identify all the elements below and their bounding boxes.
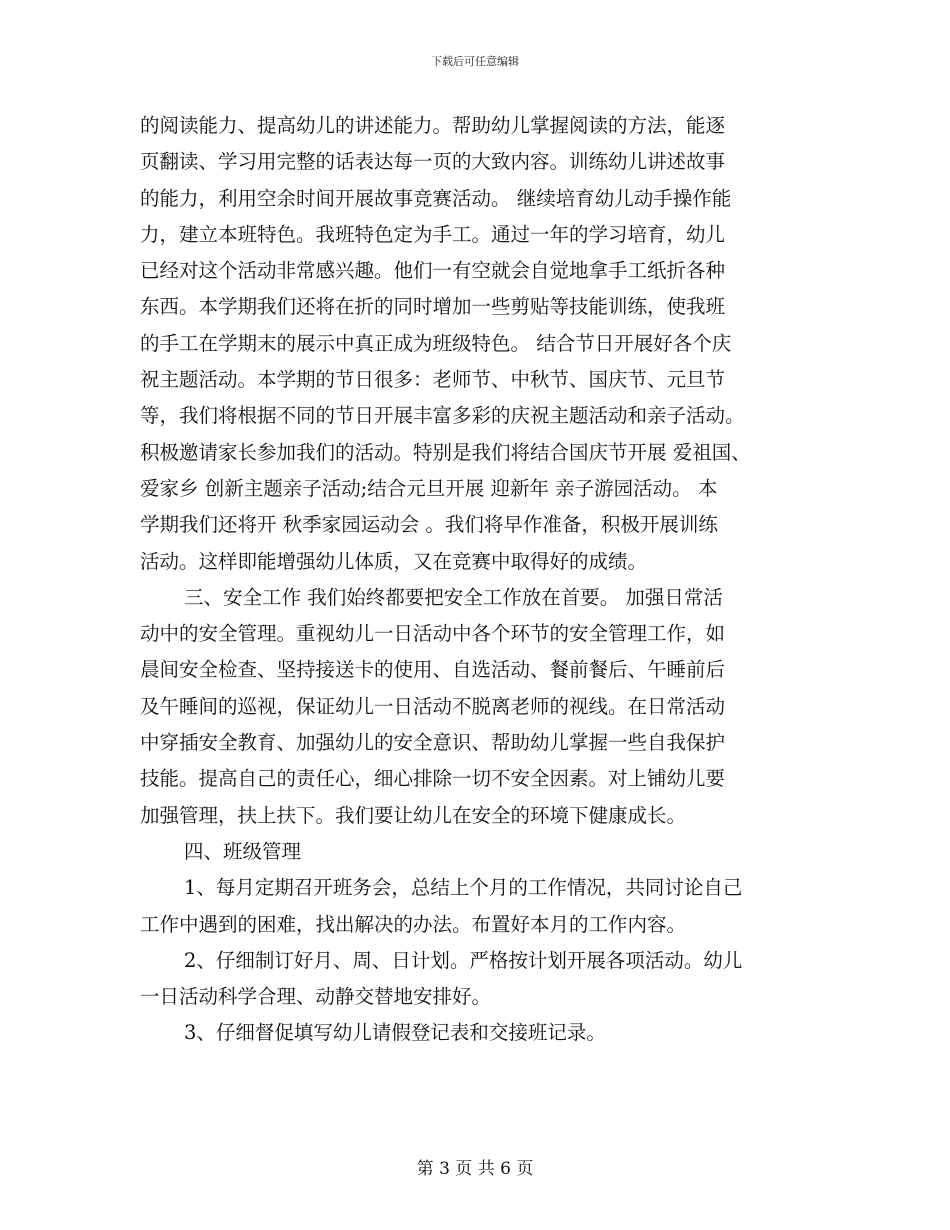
text-line: 一日活动科学合理、动静交替地安排好。 [140,985,492,1009]
page-footer: 第 3 页 共 6 页 [416,1159,534,1179]
text-line: 的手工在学期末的展示中真正成为班级特色。 结合节日开展好各个庆 [140,331,732,355]
text-line: 工作中遇到的困难，找出解决的办法。布置好本月的工作内容。 [140,912,687,936]
text-line: 的能力，利用空余时间开展故事竞赛活动。 继续培育幼儿动手操作能 [140,186,732,210]
text-line: 已经对这个活动非常感兴趣。他们一有空就会自觉地拿手工纸折各种 [140,259,726,283]
text-line: 祝主题活动。本学期的节日很多：老师节、中秋节、国庆节、元旦节 [140,368,726,392]
text-line: 活动。这样即能增强幼儿体质，又在竞赛中取得好的成绩。 [140,549,648,573]
text-line: 力，建立本班特色。我班特色定为手工。通过一年的学习培育，幼儿 [140,222,726,246]
text-line: 爱家乡 创新主题亲子活动;结合元旦开展 迎新年 亲子游园活动。 本 [140,476,718,500]
text-line: 2、仔细制订好月、周、日计划。严格按计划开展各项活动。幼儿 [184,948,743,972]
text-line: 积极邀请家长参加我们的活动。特别是我们将结合国庆节开展 爱祖国、 [140,440,751,464]
text-line: 加强管理，扶上扶下。我们要让幼儿在安全的环境下健康成长。 [140,803,687,827]
text-line: 等，我们将根据不同的节日开展丰富多彩的庆祝主题活动和亲子活动。 [140,404,745,428]
document-body [140,108,810,1052]
text-line: 中穿插安全教育、加强幼儿的安全意识、帮助幼儿掌握一些自我保护 [140,731,726,755]
text-line: 1、每月定期召开班务会，总结上个月的工作情况，共同讨论自己 [184,876,743,900]
text-line: 及午睡间的巡视，保证幼儿一日活动不脱离老师的视线。在日常活动 [140,694,726,718]
text-line: 技能。提高自己的责任心，细心排除一切不安全因素。对上铺幼儿要 [140,767,726,791]
text-line: 3、仔细督促填写幼儿请假登记表和交接班记录。 [184,1021,606,1045]
text-line: 的阅读能力、提高幼儿的讲述能力。帮助幼儿掌握阅读的方法，能逐 [140,114,726,137]
text-line: 动中的安全管理。重视幼儿一日活动中各个环节的安全管理工作，如 [140,622,726,646]
text-line: 东西。本学期我们还将在折的同时增加一些剪贴等技能训练，使我班 [140,295,726,319]
text-line: 三、安全工作 我们始终都要把安全工作放在首要。 加强日常活 [184,585,723,609]
text-line: 四、班级管理 [184,839,302,863]
page-header: 下载后可任意编辑 [431,55,519,68]
text-line: 晨间安全检查、坚持接送卡的使用、自选活动、餐前餐后、午睡前后 [140,658,726,682]
text-line: 学期我们还将开 秋季家园运动会 。我们将早作准备，积极开展训练 [140,513,718,537]
text-line: 页翻读、学习用完整的话表达每一页的大致内容。训练幼儿讲述故事 [140,150,726,174]
